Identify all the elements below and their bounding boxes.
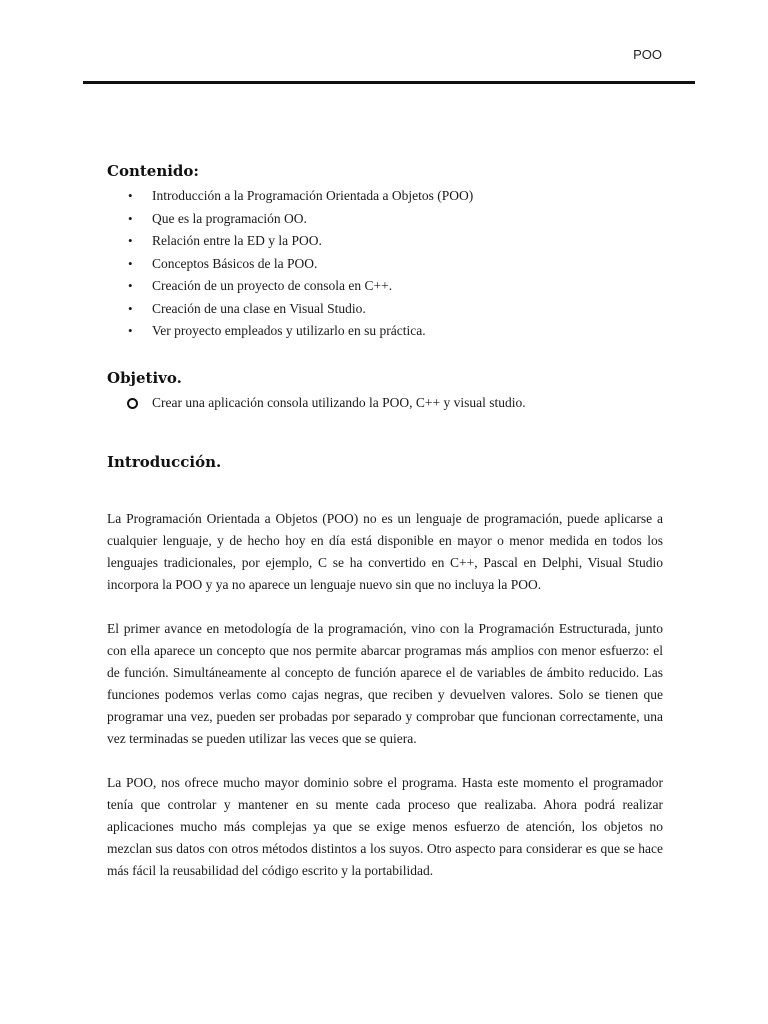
header-rule xyxy=(83,81,695,84)
list-item: • Creación de un proyecto de consola en C++. xyxy=(107,275,663,298)
bullet-icon: • xyxy=(128,278,133,293)
list-item: • Creación de una clase en Visual Studio. xyxy=(107,298,663,321)
list-item: • Que es la programación OO. xyxy=(107,208,663,231)
bullet-icon: • xyxy=(128,300,133,316)
list-item: • Conceptos Básicos de la POO. xyxy=(107,253,663,276)
paragraph: El primer avance en metodología de la programación, vino con la Programación Estructurada, junto con ella aparece un concepto que nos permite abarcar programas más amplios con menor esfuerzo: el de función. Simultáneamente al concepto de función aparece el de variables de ámbito reducido. Las funciones podemos verlas como cajas negras, que reciben y devuelven valores. Solo se tienen que programar una vez, pueden ser probadas por separado y comprobar que funcionan correctamente, una vez terminadas se pueden utilizar las veces que se quiera. xyxy=(107,620,663,746)
list-item: • Ver proyecto empleados y utilizarlo en su práctica. xyxy=(107,320,663,343)
contenido-list xyxy=(107,185,663,343)
section-title-contenido: Contenido: xyxy=(107,162,199,180)
list-item: • Relación entre la ED y la POO. xyxy=(107,230,663,253)
header-label: POO xyxy=(633,47,662,62)
bullet-icon: • xyxy=(128,210,133,226)
bullet-icon: • xyxy=(128,188,133,203)
section-title-introduccion: Introducción. xyxy=(107,452,222,471)
list-item: • Introducción a la Programación Orientada a Objetos (POO) xyxy=(107,185,663,208)
paragraph: La POO, nos ofrece mucho mayor dominio sobre el programa. Hasta este momento el programador tenía que controlar y mantener en su mente cada proceso que realizaba. Ahora podrá realizar aplicaciones mucho más complejas ya que se exige menos esfuerzo de atención, los objetos no mezclan sus datos con otros métodos distintos a los suyos. Otro aspecto para considerar es que se hace más fácil la reusabilidad del código escrito y la portabilidad. xyxy=(107,774,663,878)
bullet-icon: • xyxy=(128,323,133,338)
bullet-icon: • xyxy=(128,233,133,248)
section-title-objetivo: Objetivo. xyxy=(107,368,182,387)
circle-bullet-icon xyxy=(127,398,138,409)
paragraph: La Programación Orientada a Objetos (POO) no es un lenguaje de programación, puede aplicarse a cualquier lenguaje, y de hecho hoy en día está disponible en mayor o menor medida en todos los lenguajes tradicionales, por ejemplo, C se ha convertido en C++, Pascal en Delphi, Visual Studio incorpora la POO y ya no aparece un lenguaje nuevo sin que no incluya la POO. xyxy=(107,510,663,592)
document-body xyxy=(107,162,663,882)
objetivo-item: Crear una aplicación consola utilizando la POO, C++ y visual studio. xyxy=(107,392,663,414)
bullet-icon: • xyxy=(128,255,133,271)
